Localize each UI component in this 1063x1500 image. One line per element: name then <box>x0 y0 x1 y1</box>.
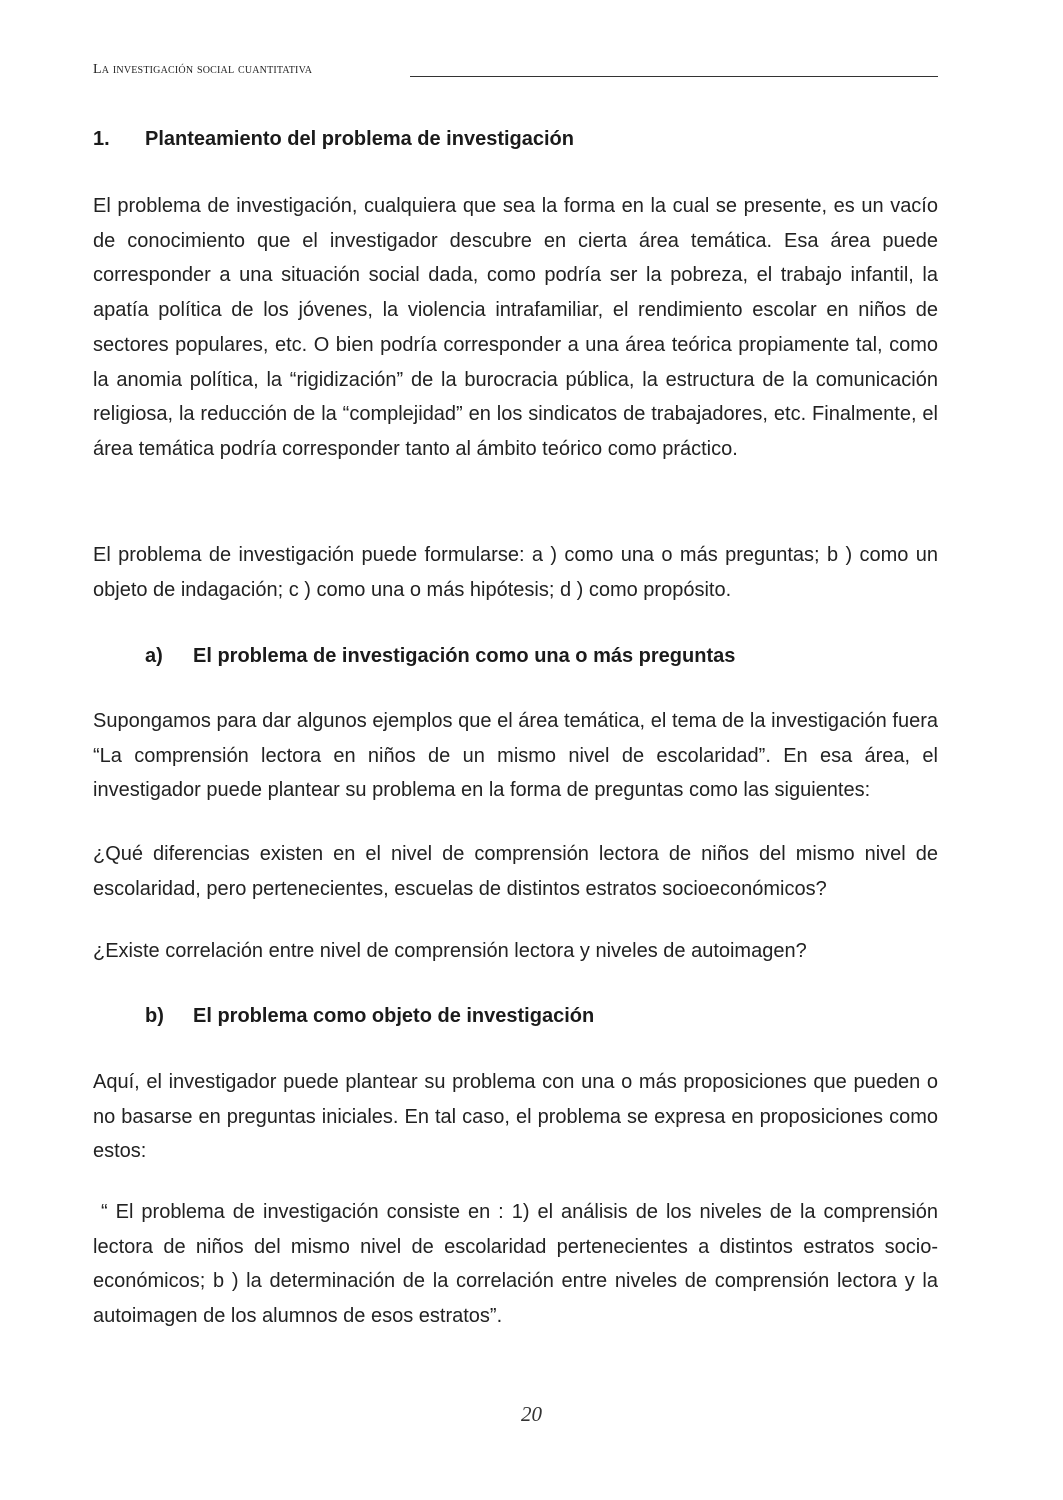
section-1-heading <box>93 128 938 156</box>
paragraph-7: “ El problema de investigación consiste en : 1) el análisis de los niveles de la comprensión lectora de niños del mismo nivel de escolaridad pertenecientes a distintos estratos socio-económicos; b ) la determinación de la correlación entre niveles de comprensión lectora y la autoimagen de los alumnos de esos estratos”. <box>93 1201 938 1328</box>
page-number: 20 <box>521 1402 542 1426</box>
section-1-title: Planteamiento del problema de investigación <box>145 128 574 150</box>
paragraph-1: El problema de investigación, cualquiera que sea la forma en la cual se presente, es un vacío de conocimiento que el investigador descubre en cierta área temática. Esa área puede corresponder a una situación social dada, como podría ser la pobreza, el trabajo infantil, la apatía política de los jóvenes, la violencia intrafamiliar, el rendimiento escolar en niños de sectores populares, etc. O bien podría corresponder a una área teórica propiamente tal, como la anomia política, la “rigidización” de la burocracia pública, la estructura de la comunicación religiosa, la reducción de la “complejidad” en los sindicatos de trabajadores, etc. Finalmente, el área temática podría corresponder tanto al ámbito teórico como práctico. <box>93 195 938 460</box>
section-a-title: El problema de investigación como una o más preguntas <box>193 645 736 667</box>
section-1-number: 1. <box>93 128 110 150</box>
section-b-heading <box>145 1005 938 1033</box>
header-rule <box>410 76 938 77</box>
section-b-number: b) <box>145 1005 164 1027</box>
running-title: La investigación social cuantitativa <box>93 62 313 77</box>
paragraph-4: ¿Qué diferencias existen en el nivel de comprensión lectora de niños del mismo nivel de escolaridad, pero pertenecientes, escuelas de distintos estratos socioeconómicos? <box>93 843 938 900</box>
paragraph-5: ¿Existe correlación entre nivel de comprensión lectora y niveles de autoimagen? <box>93 940 807 962</box>
section-b-title: El problema como objeto de investigación <box>193 1005 595 1027</box>
section-a-number: a) <box>145 645 163 667</box>
paragraph-3: Supongamos para dar algunos ejemplos que el área temática, el tema de la investigación fuera “La comprensión lectora en niños de un mismo nivel de escolaridad”. En esa área, el investigador puede plantear su problema en la forma de preguntas como las siguientes: <box>93 710 938 802</box>
running-header <box>93 60 938 84</box>
paragraph-2: El problema de investigación puede formularse: a ) como una o más preguntas; b ) como un objeto de indagación; c ) como una o más hipótesis; d ) como propósito. <box>93 544 938 601</box>
section-a-heading <box>145 645 938 673</box>
paragraph-6: Aquí, el investigador puede plantear su problema con una o más proposiciones que pueden o no basarse en preguntas iniciales. En tal caso, el problema se expresa en proposiciones como estos: <box>93 1071 938 1163</box>
